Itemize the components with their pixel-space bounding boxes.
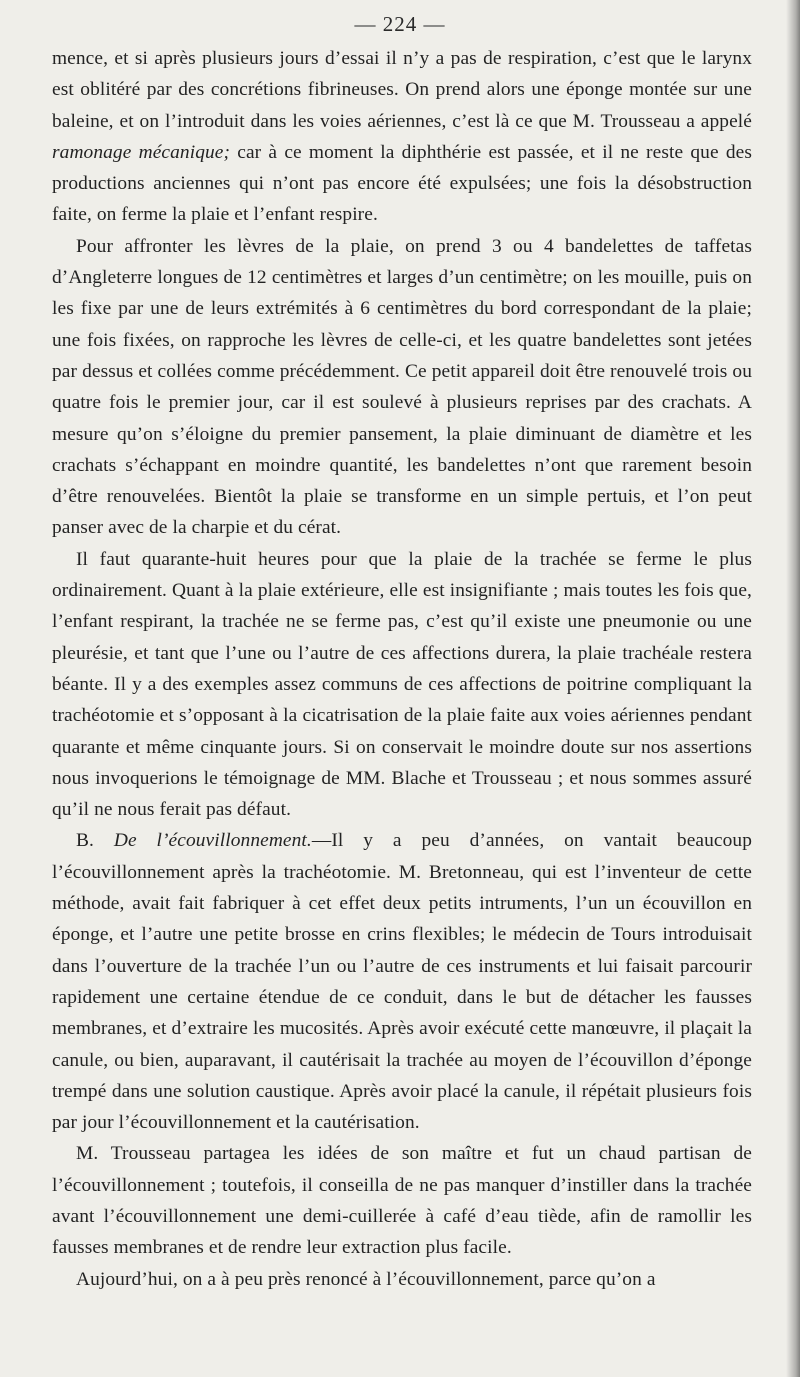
paragraph-4 <box>52 825 752 1138</box>
paragraph-5 <box>52 1138 752 1263</box>
section-heading-ecouvillonnement: De l’écouvillonnement. <box>113 830 312 852</box>
italic-term-ramonage: ramonage mécanique; <box>52 141 231 163</box>
text-segment: car à ce moment la diphthérie est passée, et il ne reste que des productions anciennes qui n’ont pas encore été expulsées; une fois la désobstruction faite, on ferme la plaie et l’enfant respire. <box>52 141 752 226</box>
text-segment: Pour affronter les lèvres de la plaie, on prend 3 ou 4 bandelettes de taffetas d’Angleterre longues de 12 centimètres et larges d’un centimètre; on les mouille, puis on les fixe par une de leurs extrémités à 6 centimètres du bord correspondant de la plaie; une fois fixées, on rapproche les lèvres de celle-ci, et les quatre bandelettes sont jetées par dessus et collées comme précédemment. Ce petit appareil doit être renouvelé trois ou quatre fois le premier jour, car il est soulevé à plusieurs reprises par des crachats. A mesure qu’on s’éloigne du premier pansement, la plaie diminuant de diamètre et les crachats s’échappant en moindre quantité, les bandelettes n’ont que rarement besoin d’être renouvelées. Bientôt la plaie se transforme en un simple pertuis, et l’on peut panser avec de la charpie et du cérat. <box>52 235 752 539</box>
paragraph-6 <box>52 1264 752 1295</box>
text-segment: Il faut quarante-huit heures pour que la plaie de la trachée se ferme le plus ordinairement. Quant à la plaie extérieure, elle est insignifiante ; mais toutes les fois que, l’enfant respirant, la trachée ne se ferme pas, c’est qu’il existe une pneumonie ou une pleurésie, et tant que l’une ou l’autre de ces affections durera, la plaie trachéale restera béante. Il y a des exemples assez communs de ces affections de poitrine compliquant la trachéotomie et s’opposant à la cicatrisation de la plaie faite aux voies aériennes pendant quarante et même cinquante jours. Si on conservait le moindre doute sur nos assertions nous invoquerions le témoignage de MM. Blache et Trousseau ; et nous sommes assuré qu’il ne nous ferait pas défaut. <box>52 548 752 821</box>
section-letter: B. <box>76 830 114 852</box>
text-segment: Aujourd’hui, on a à peu près renoncé à l’écouvillonnement, parce qu’on a <box>76 1268 656 1290</box>
body-text <box>52 43 752 1295</box>
page-edge-shadow <box>786 0 800 1377</box>
page-number: — 224 — <box>354 12 446 36</box>
text-segment: M. Trousseau partagea les idées de son maître et fut un chaud partisan de l’écouvillonnement ; toutefois, il conseilla de ne pas manquer d’instiller dans la trachée avant l’écouvillonnement une demi-cuillerée à café d’eau tiède, afin de ramollir les fausses membranes et de rendre leur extraction plus facile. <box>52 1143 752 1259</box>
paragraph-1 <box>52 43 752 231</box>
paragraph-3 <box>52 544 752 826</box>
text-segment: —Il y a peu d’années, on vantait beaucoup l’écouvillonnement après la trachéotomie. M. Bretonneau, qui est l’inventeur de cette méthode, avait fait fabriquer à cet effet deux petits intruments, l’un un écouvillon en éponge, et l’autre une petite brosse en crins flexibles; le médecin de Tours introduisait dans l’ouverture de la trachée l’un ou l’autre de ces instruments et lui faisait parcourir rapidement une certaine étendue de ce conduit, dans le but de détacher les fausses membranes, et d’extraire les mucosités. Après avoir exécuté cette manœuvre, il plaçait la canule, ou bien, auparavant, il cautérisait la trachée au moyen de l’écouvillon d’éponge trempé dans une solution caustique. Après avoir placé la canule, il répétait plusieurs fois par jour l’écouvillonnement et la cautérisation. <box>52 830 752 1134</box>
text-segment: mence, et si après plusieurs jours d’essai il n’y a pas de respiration, c’est que le larynx est oblitéré par des concrétions fibrineuses. On prend alors une éponge montée sur une baleine, et on l’introduit dans les voies aériennes, c’est là ce que M. Trousseau a appelé <box>52 48 752 132</box>
paragraph-2 <box>52 231 752 544</box>
